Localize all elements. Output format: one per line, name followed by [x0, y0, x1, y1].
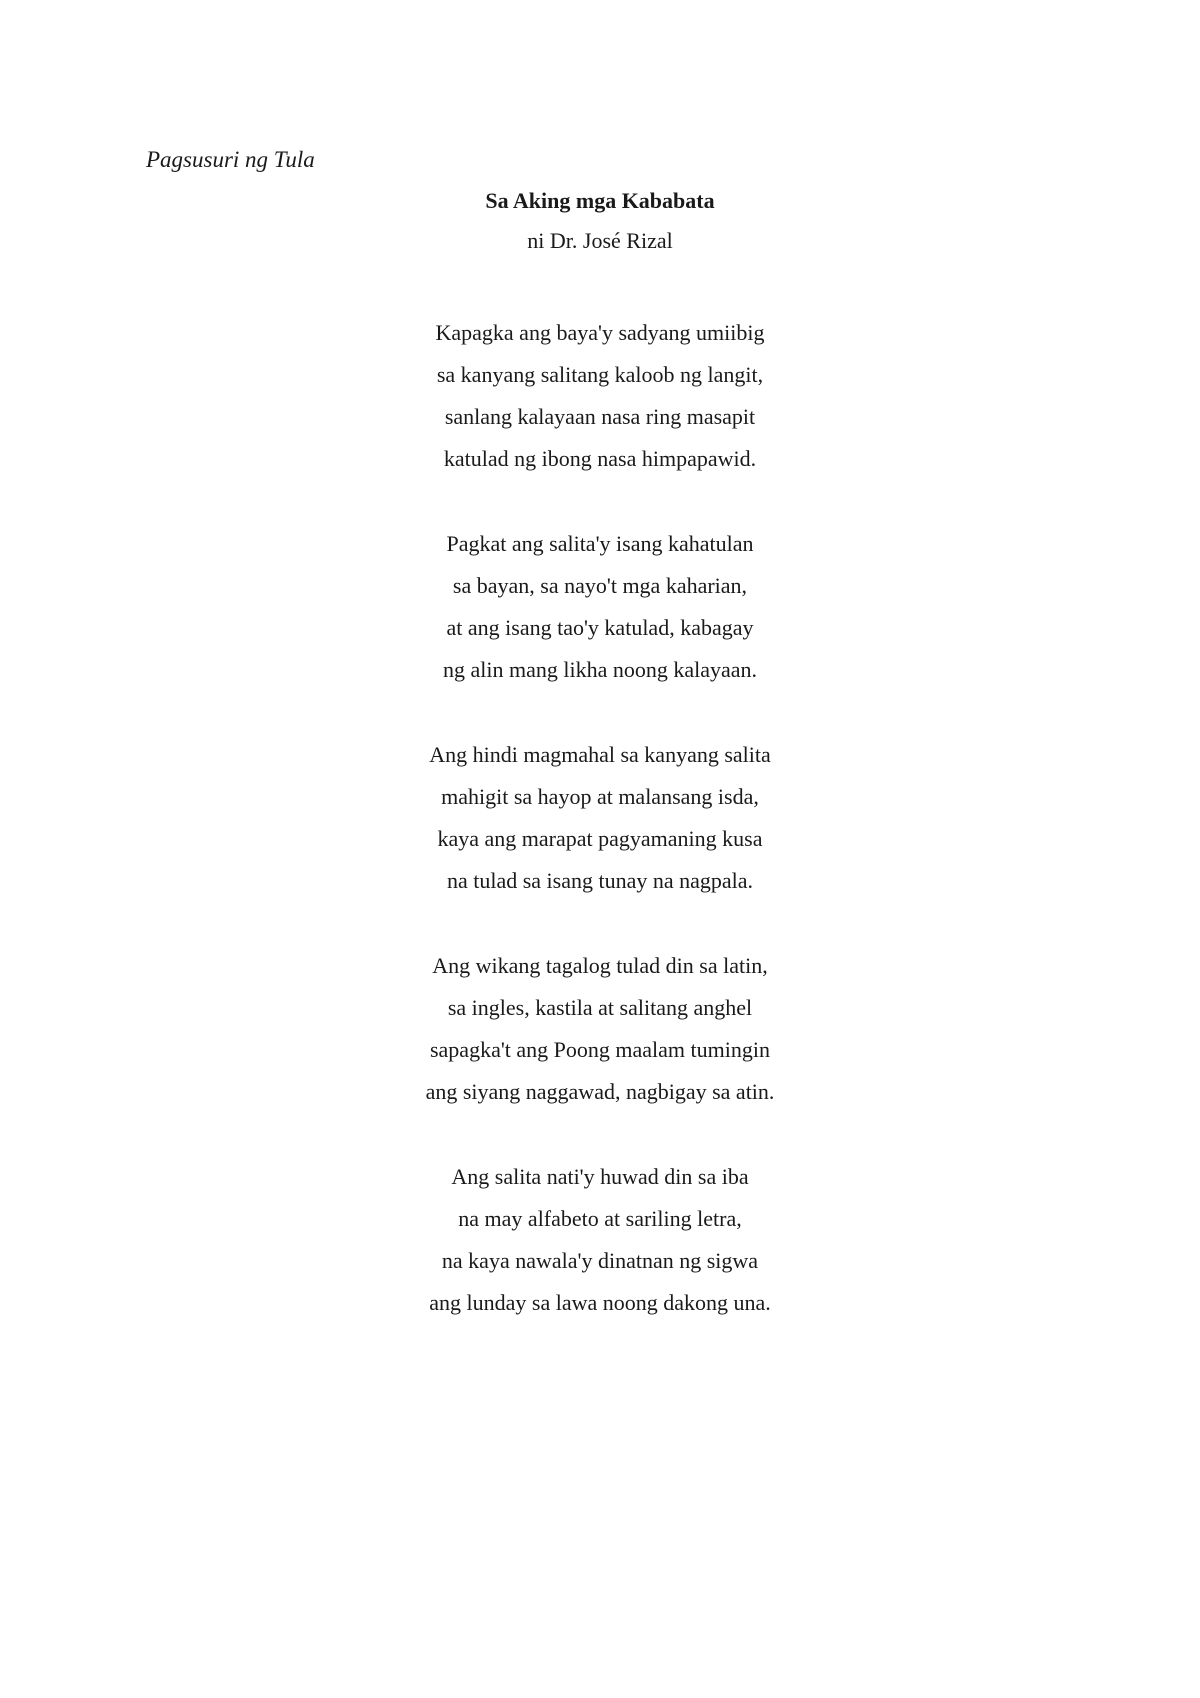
poem-line: Kapagka ang baya'y sadyang umiibig [435, 320, 765, 345]
poem-title: Sa Aking mga Kababata [485, 188, 715, 213]
poem-line: ang lunday sa lawa noong dakong una. [429, 1290, 771, 1315]
document-label: Pagsusuri ng Tula [146, 147, 315, 172]
stanza-5 [0, 1156, 1200, 1324]
poem-line: sanlang kalayaan nasa ring masapit [444, 404, 756, 429]
poem-line: na tulad sa isang tunay na nagpala. [446, 868, 754, 893]
stanza-2 [0, 523, 1200, 691]
poem-line: na kaya nawala'y dinatnan ng sigwa [441, 1248, 759, 1273]
poem-line: Pagkat ang salita'y isang kahatulan [446, 531, 754, 556]
poem-line: ang siyang naggawad, nagbigay sa atin. [425, 1079, 775, 1104]
poem-line: Ang wikang tagalog tulad din sa latin, [432, 953, 768, 978]
poem-line: sa bayan, sa nayo't mga kaharian, [452, 573, 748, 598]
poem-line: at ang isang tao'y katulad, kabagay [446, 615, 754, 640]
stanza-4 [0, 945, 1200, 1113]
stanza-1 [0, 312, 1200, 480]
title-block [0, 185, 1200, 257]
poem-line: katulad ng ibong nasa himpapawid. [443, 446, 757, 471]
poem-line: ng alin mang likha noong kalayaan. [442, 657, 758, 682]
poem-body [0, 312, 1200, 1367]
poem-line: kaya ang marapat pagyamaning kusa [437, 826, 763, 851]
poem-line: sapagka't ang Poong maalam tumingin [429, 1037, 770, 1062]
stanza-3 [0, 734, 1200, 902]
poem-line: Ang hindi magmahal sa kanyang salita [429, 742, 771, 767]
poem-line: Ang salita nati'y huwad din sa iba [451, 1164, 749, 1189]
poem-author: ni Dr. José Rizal [527, 228, 673, 253]
poem-line: mahigit sa hayop at malansang isda, [441, 784, 759, 809]
poem-line: sa ingles, kastila at salitang anghel [447, 995, 753, 1020]
poem-line: sa kanyang salitang kaloob ng langit, [436, 362, 764, 387]
poem-line: na may alfabeto at sariling letra, [458, 1206, 742, 1231]
